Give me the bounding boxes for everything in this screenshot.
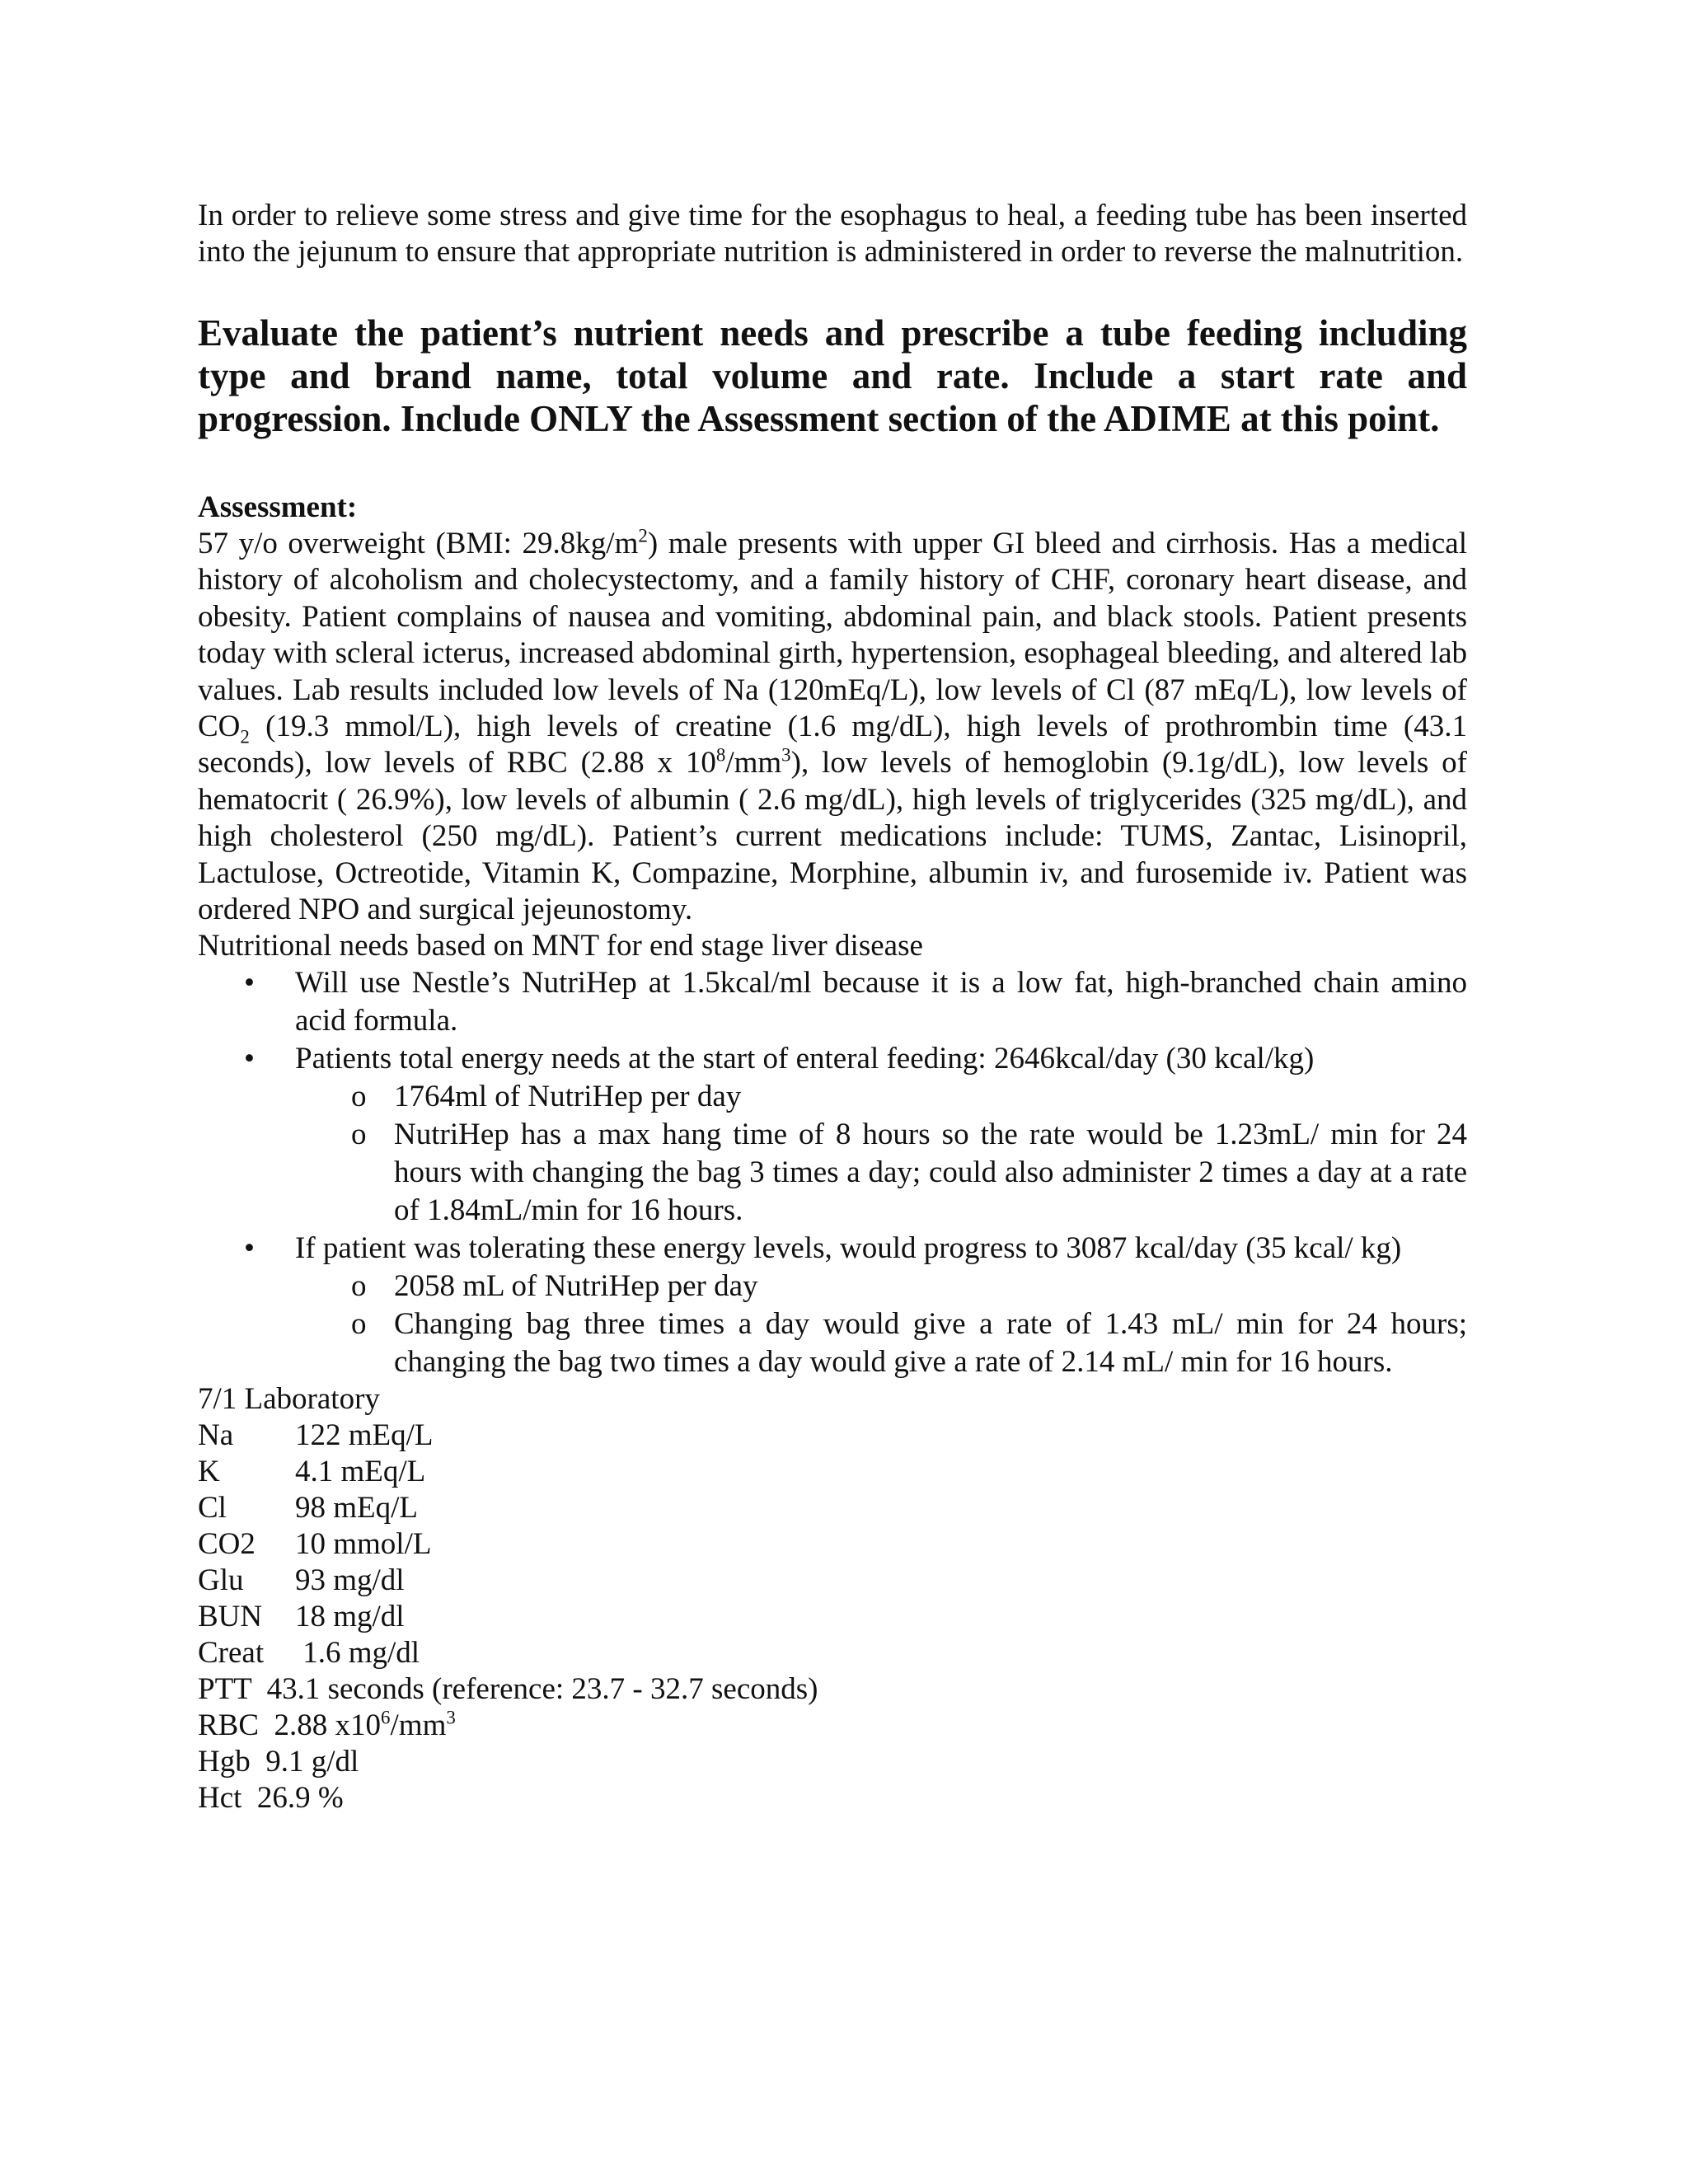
bullet-text: If patient was tolerating these energy levels, would progress to 3087 kcal/day (35 kcal/ kg) — [295, 1231, 1402, 1266]
assessment-text: ), low levels of hemoglobin (9.1g/dL), low levels of hematocrit ( 26.9%), low levels of albumin ( 2.6 mg/dL), high levels of triglycerides (325 mg/dL), and high cholesterol (250 mg/dL). Patient’s current medications include: TUMS, Zantac, Lisinopril, Lactulose, Octreotide, Vitamin K, Compazine, Morphine, albumin iv, and furosemide iv. Patient was ordered NPO and surgical jejeunostomy. — [198, 746, 1467, 927]
assessment-text: ) male presents with upper GI bleed and cirrhosis. Has a medical history of alcoholism and cholecystectomy, and a family history of CHF, coronary heart disease, and obesity. Patient complains of nausea and vomiting, abdominal pain, and black stools. Patient presents today with scleral icterus, increased abdominal girth, hypertension, esophageal bleeding, and altered lab values. Lab results included low levels of Na (120mEq/L), low levels of Cl (87 mEq/L), low levels of CO — [198, 527, 1467, 744]
lab-rbc-unit: /mm — [390, 1708, 447, 1743]
assessment-heading: Assessment: — [198, 490, 358, 524]
superscript: 3 — [781, 745, 791, 766]
sub-bullet-list — [295, 1268, 1467, 1381]
lab-value: 98 mEq/L — [295, 1491, 419, 1526]
bullet-item — [198, 1230, 1467, 1381]
document-page — [198, 198, 1467, 1816]
sub-bullet-text: Changing bag three times a day would give a rate of 1.43 mL/ min for 24 hours; changing the bag two times a day would give a rate of 2.14 mL/ min for 16 hours. — [394, 1307, 1467, 1380]
lab-value: 4.1 mEq/L — [295, 1455, 426, 1489]
nutritional-needs-line: Nutritional needs based on MNT for end stage liver disease — [198, 929, 923, 963]
lab-row — [198, 1599, 1467, 1635]
lab-ptt: PTT 43.1 seconds (reference: 23.7 - 32.7 seconds) — [198, 1672, 818, 1707]
lab-row — [198, 1563, 1467, 1599]
lab-hct: Hct 26.9 % — [198, 1781, 344, 1816]
lab-value: 93 mg/dl — [295, 1563, 405, 1598]
lab-name: CO2 — [198, 1527, 256, 1562]
lab-name: K — [198, 1455, 220, 1489]
sub-bullet-text: 1764ml of NutriHep per day — [394, 1080, 742, 1114]
bullet-icon: • — [244, 966, 255, 1001]
superscript: 8 — [715, 745, 726, 766]
assignment-prompt: Evaluate the patient’s nutrient needs and prescribe a tube feeding including type and brand name, total volume and rate. Include a start rate and progression. Include ONLY the Assessment section of the ADIME at this point. — [198, 312, 1467, 439]
subscript: 2 — [240, 726, 250, 748]
circle-bullet-icon: o — [351, 1269, 367, 1304]
bullet-icon: • — [244, 1042, 255, 1076]
superscript: 3 — [446, 1708, 456, 1729]
sub-bullet-list — [295, 1078, 1467, 1230]
lab-row — [198, 1490, 1467, 1526]
assessment-text: /mm — [725, 746, 782, 780]
lab-value: 18 mg/dl — [295, 1600, 405, 1634]
lab-row — [198, 1454, 1467, 1490]
lab-hgb: Hgb 9.1 g/dl — [198, 1745, 359, 1779]
assessment-text: 57 y/o overweight (BMI: 29.8kg/m — [198, 527, 639, 560]
intro-paragraph: In order to relieve some stress and give time for the esophagus to heal, a feeding tube has been inserted into the jejunum to ensure that appropriate nutrition is administered in order to reverse the malnutrition. — [198, 199, 1467, 269]
lab-row — [198, 1418, 1467, 1454]
circle-bullet-icon: o — [351, 1307, 367, 1342]
lab-row — [198, 1526, 1467, 1563]
sub-bullet-item — [295, 1078, 1467, 1116]
assessment-paragraph — [198, 526, 1467, 928]
bullet-icon: • — [244, 1231, 255, 1266]
lab-name: Glu — [198, 1563, 244, 1598]
lab-rbc — [198, 1708, 1467, 1744]
lab-name: Cl — [198, 1491, 227, 1526]
lab-row — [198, 1635, 1467, 1671]
lab-value: 1.6 mg/dl — [295, 1636, 420, 1671]
lab-name: BUN — [198, 1600, 263, 1634]
lab-title: 7/1 Laboratory — [198, 1382, 380, 1417]
bullet-item — [198, 964, 1467, 1040]
bullet-text: Will use Nestle’s NutriHep at 1.5kcal/ml because it is a low fat, high-branched chain amino acid formula. — [295, 966, 1467, 1038]
lab-table — [198, 1418, 1467, 1671]
lab-name: Creat — [198, 1636, 265, 1671]
lab-value: 122 mEq/L — [295, 1418, 434, 1453]
sub-bullet-item — [295, 1116, 1467, 1230]
sub-bullet-item — [295, 1305, 1467, 1381]
bullet-text: Patients total energy needs at the start of enteral feeding: 2646kcal/day (30 kcal/kg) — [295, 1042, 1315, 1076]
superscript: 6 — [381, 1708, 391, 1729]
lab-name: Na — [198, 1418, 234, 1453]
assessment-text: (19.3 mmol/L), high levels of creatine (1.6 mg/dL), high levels of prothrombin time (43.1 seconds), low levels of RBC (2.88 x 10 — [198, 710, 1467, 780]
circle-bullet-icon: o — [351, 1118, 367, 1152]
sub-bullet-text: NutriHep has a max hang time of 8 hours so the rate would be 1.23mL/ min for 24 hours with changing the bag 3 times a day; could also administer 2 times a day at a rate of 1.84mL/min for 16 hours. — [394, 1118, 1467, 1228]
lab-value: 10 mmol/L — [295, 1527, 432, 1562]
sub-bullet-item — [295, 1268, 1467, 1305]
lab-rbc-text: RBC 2.88 x10 — [198, 1708, 382, 1743]
superscript: 2 — [638, 525, 648, 546]
bullet-item — [198, 1040, 1467, 1230]
sub-bullet-text: 2058 mL of NutriHep per day — [394, 1269, 758, 1304]
needs-bullet-list — [198, 964, 1467, 1381]
circle-bullet-icon: o — [351, 1080, 367, 1114]
